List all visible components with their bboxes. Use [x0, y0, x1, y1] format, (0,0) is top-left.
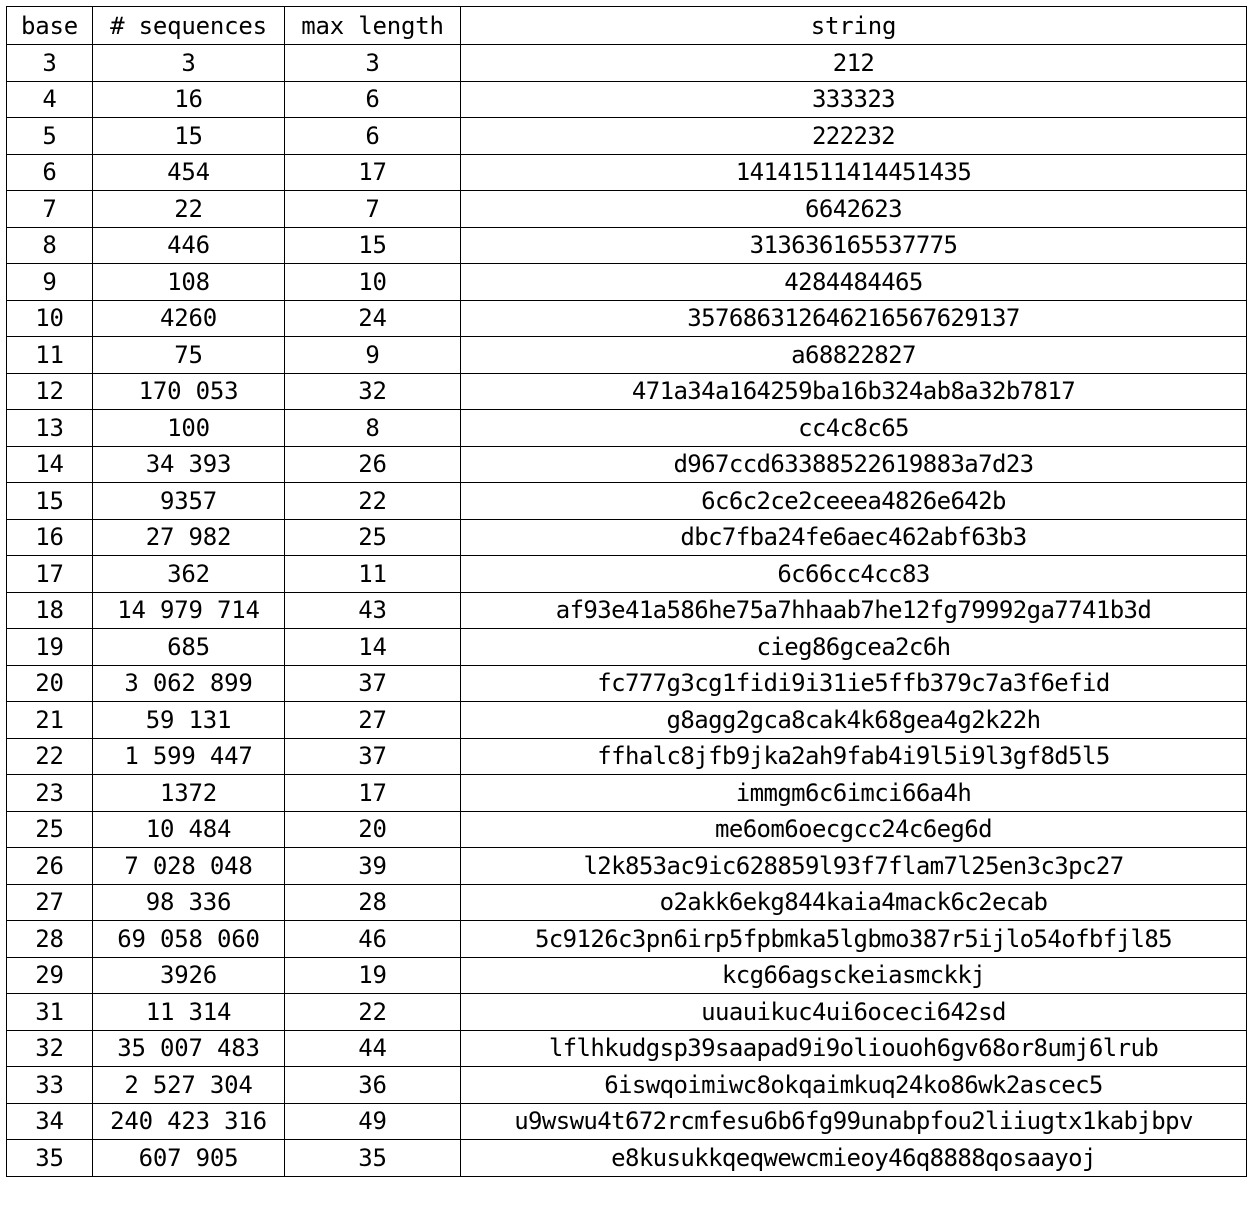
cell-base: 27	[7, 884, 93, 921]
cell-num-sequences: 9357	[93, 483, 285, 520]
table-row	[7, 738, 1247, 775]
cell-max-length: 44	[285, 1030, 461, 1067]
cell-string: immgm6c6imci66a4h	[461, 775, 1247, 812]
table-row	[7, 811, 1247, 848]
cell-string: 6c66cc4cc83	[461, 556, 1247, 593]
cell-string: 4284484465	[461, 264, 1247, 301]
cell-max-length: 6	[285, 81, 461, 118]
table-row	[7, 848, 1247, 885]
cell-string: 6642623	[461, 191, 1247, 228]
cell-max-length: 7	[285, 191, 461, 228]
header-row	[7, 7, 1247, 45]
table-row	[7, 1103, 1247, 1140]
cell-string: me6om6oecgcc24c6eg6d	[461, 811, 1247, 848]
cell-num-sequences: 3926	[93, 957, 285, 994]
cell-base: 8	[7, 227, 93, 264]
cell-base: 4	[7, 81, 93, 118]
cell-string: 5c9126c3pn6irp5fpbmka5lgbmo387r5ijlo54ofbfjl85	[461, 921, 1247, 958]
table-row	[7, 227, 1247, 264]
cell-base: 5	[7, 118, 93, 155]
cell-base: 23	[7, 775, 93, 812]
cell-num-sequences: 108	[93, 264, 285, 301]
table-row	[7, 884, 1247, 921]
table-row	[7, 629, 1247, 666]
cell-max-length: 24	[285, 300, 461, 337]
header-string: string	[461, 7, 1247, 45]
cell-base: 35	[7, 1140, 93, 1177]
table-row	[7, 592, 1247, 629]
cell-max-length: 11	[285, 556, 461, 593]
cell-max-length: 36	[285, 1067, 461, 1104]
cell-num-sequences: 15	[93, 118, 285, 155]
cell-base: 7	[7, 191, 93, 228]
cell-string: lflhkudgsp39saapad9i9oliouoh6gv68or8umj6lrub	[461, 1030, 1247, 1067]
cell-max-length: 17	[285, 775, 461, 812]
cell-max-length: 15	[285, 227, 461, 264]
cell-base: 11	[7, 337, 93, 374]
cell-num-sequences: 446	[93, 227, 285, 264]
table-row	[7, 1140, 1247, 1177]
cell-string: 212	[461, 45, 1247, 82]
table-row	[7, 1030, 1247, 1067]
cell-max-length: 10	[285, 264, 461, 301]
cell-base: 28	[7, 921, 93, 958]
cell-base: 9	[7, 264, 93, 301]
table-row	[7, 1067, 1247, 1104]
cell-num-sequences: 98 336	[93, 884, 285, 921]
cell-max-length: 27	[285, 702, 461, 739]
cell-num-sequences: 35 007 483	[93, 1030, 285, 1067]
cell-num-sequences: 685	[93, 629, 285, 666]
cell-num-sequences: 454	[93, 154, 285, 191]
cell-max-length: 3	[285, 45, 461, 82]
cell-base: 31	[7, 994, 93, 1031]
cell-base: 6	[7, 154, 93, 191]
table-row	[7, 483, 1247, 520]
table-row	[7, 665, 1247, 702]
cell-base: 32	[7, 1030, 93, 1067]
cell-string: af93e41a586he75a7hhaab7he12fg79992ga7741b3d	[461, 592, 1247, 629]
table-body	[7, 45, 1247, 1177]
cell-num-sequences: 14 979 714	[93, 592, 285, 629]
cell-num-sequences: 1 599 447	[93, 738, 285, 775]
cell-string: a68822827	[461, 337, 1247, 374]
cell-max-length: 39	[285, 848, 461, 885]
cell-string: l2k853ac9ic628859l93f7flam7l25en3c3pc27	[461, 848, 1247, 885]
cell-base: 17	[7, 556, 93, 593]
table-row	[7, 81, 1247, 118]
header-max-length: max length	[285, 7, 461, 45]
cell-string: fc777g3cg1fidi9i31ie5ffb379c7a3f6efid	[461, 665, 1247, 702]
table-row	[7, 191, 1247, 228]
table-row	[7, 702, 1247, 739]
cell-string: o2akk6ekg844kaia4mack6c2ecab	[461, 884, 1247, 921]
cell-max-length: 14	[285, 629, 461, 666]
cell-string: d967ccd63388522619883a7d23	[461, 446, 1247, 483]
cell-base: 26	[7, 848, 93, 885]
cell-max-length: 37	[285, 738, 461, 775]
table-row	[7, 154, 1247, 191]
cell-max-length: 32	[285, 373, 461, 410]
cell-base: 21	[7, 702, 93, 739]
cell-string: e8kusukkqeqwewcmieoy46q8888qosaayoj	[461, 1140, 1247, 1177]
cell-max-length: 43	[285, 592, 461, 629]
cell-max-length: 8	[285, 410, 461, 447]
cell-base: 19	[7, 629, 93, 666]
cell-base: 10	[7, 300, 93, 337]
table-row	[7, 264, 1247, 301]
cell-max-length: 35	[285, 1140, 461, 1177]
table-row	[7, 775, 1247, 812]
table-row	[7, 519, 1247, 556]
cell-num-sequences: 240 423 316	[93, 1103, 285, 1140]
sequence-table	[6, 6, 1247, 1177]
cell-string: g8agg2gca8cak4k68gea4g2k22h	[461, 702, 1247, 739]
cell-max-length: 19	[285, 957, 461, 994]
cell-base: 33	[7, 1067, 93, 1104]
cell-max-length: 49	[285, 1103, 461, 1140]
cell-num-sequences: 4260	[93, 300, 285, 337]
cell-string: cieg86gcea2c6h	[461, 629, 1247, 666]
table-row	[7, 337, 1247, 374]
cell-max-length: 9	[285, 337, 461, 374]
table-row	[7, 300, 1247, 337]
cell-string: 14141511414451435	[461, 154, 1247, 191]
table-row	[7, 994, 1247, 1031]
cell-max-length: 26	[285, 446, 461, 483]
cell-string: 313636165537775	[461, 227, 1247, 264]
cell-string: 357686312646216567629137	[461, 300, 1247, 337]
cell-max-length: 17	[285, 154, 461, 191]
cell-num-sequences: 59 131	[93, 702, 285, 739]
cell-max-length: 6	[285, 118, 461, 155]
cell-base: 15	[7, 483, 93, 520]
cell-max-length: 28	[285, 884, 461, 921]
cell-string: 6c6c2ce2ceeea4826e642b	[461, 483, 1247, 520]
cell-base: 12	[7, 373, 93, 410]
cell-base: 3	[7, 45, 93, 82]
table-row	[7, 118, 1247, 155]
cell-base: 13	[7, 410, 93, 447]
cell-max-length: 22	[285, 994, 461, 1031]
table-row	[7, 45, 1247, 82]
cell-num-sequences: 3 062 899	[93, 665, 285, 702]
cell-max-length: 25	[285, 519, 461, 556]
cell-num-sequences: 10 484	[93, 811, 285, 848]
cell-num-sequences: 27 982	[93, 519, 285, 556]
cell-string: cc4c8c65	[461, 410, 1247, 447]
cell-num-sequences: 34 393	[93, 446, 285, 483]
cell-string: 471a34a164259ba16b324ab8a32b7817	[461, 373, 1247, 410]
cell-num-sequences: 22	[93, 191, 285, 228]
cell-num-sequences: 11 314	[93, 994, 285, 1031]
cell-string: 6iswqoimiwc8okqaimkuq24ko86wk2ascec5	[461, 1067, 1247, 1104]
cell-base: 22	[7, 738, 93, 775]
cell-max-length: 46	[285, 921, 461, 958]
cell-base: 16	[7, 519, 93, 556]
cell-num-sequences: 100	[93, 410, 285, 447]
cell-num-sequences: 607 905	[93, 1140, 285, 1177]
cell-string: u9wswu4t672rcmfesu6b6fg99unabpfou2liiugtx1kabjbpv	[461, 1103, 1247, 1140]
table-row	[7, 410, 1247, 447]
cell-num-sequences: 69 058 060	[93, 921, 285, 958]
cell-string: uuauikuc4ui6oceci642sd	[461, 994, 1247, 1031]
cell-string: ffhalc8jfb9jka2ah9fab4i9l5i9l3gf8d5l5	[461, 738, 1247, 775]
cell-num-sequences: 1372	[93, 775, 285, 812]
cell-max-length: 22	[285, 483, 461, 520]
cell-num-sequences: 16	[93, 81, 285, 118]
table-row	[7, 446, 1247, 483]
table-row	[7, 556, 1247, 593]
table-row	[7, 373, 1247, 410]
cell-base: 34	[7, 1103, 93, 1140]
cell-base: 20	[7, 665, 93, 702]
cell-num-sequences: 2 527 304	[93, 1067, 285, 1104]
table-row	[7, 957, 1247, 994]
cell-string: 222232	[461, 118, 1247, 155]
cell-num-sequences: 170 053	[93, 373, 285, 410]
cell-base: 18	[7, 592, 93, 629]
cell-num-sequences: 3	[93, 45, 285, 82]
cell-max-length: 37	[285, 665, 461, 702]
cell-num-sequences: 7 028 048	[93, 848, 285, 885]
header-base: base	[7, 7, 93, 45]
cell-base: 25	[7, 811, 93, 848]
cell-string: 333323	[461, 81, 1247, 118]
cell-num-sequences: 75	[93, 337, 285, 374]
header-num-sequences: # sequences	[93, 7, 285, 45]
table-header	[7, 7, 1247, 45]
cell-base: 29	[7, 957, 93, 994]
table-row	[7, 921, 1247, 958]
cell-base: 14	[7, 446, 93, 483]
cell-string: kcg66agsckeiasmckkj	[461, 957, 1247, 994]
cell-num-sequences: 362	[93, 556, 285, 593]
cell-max-length: 20	[285, 811, 461, 848]
cell-string: dbc7fba24fe6aec462abf63b3	[461, 519, 1247, 556]
